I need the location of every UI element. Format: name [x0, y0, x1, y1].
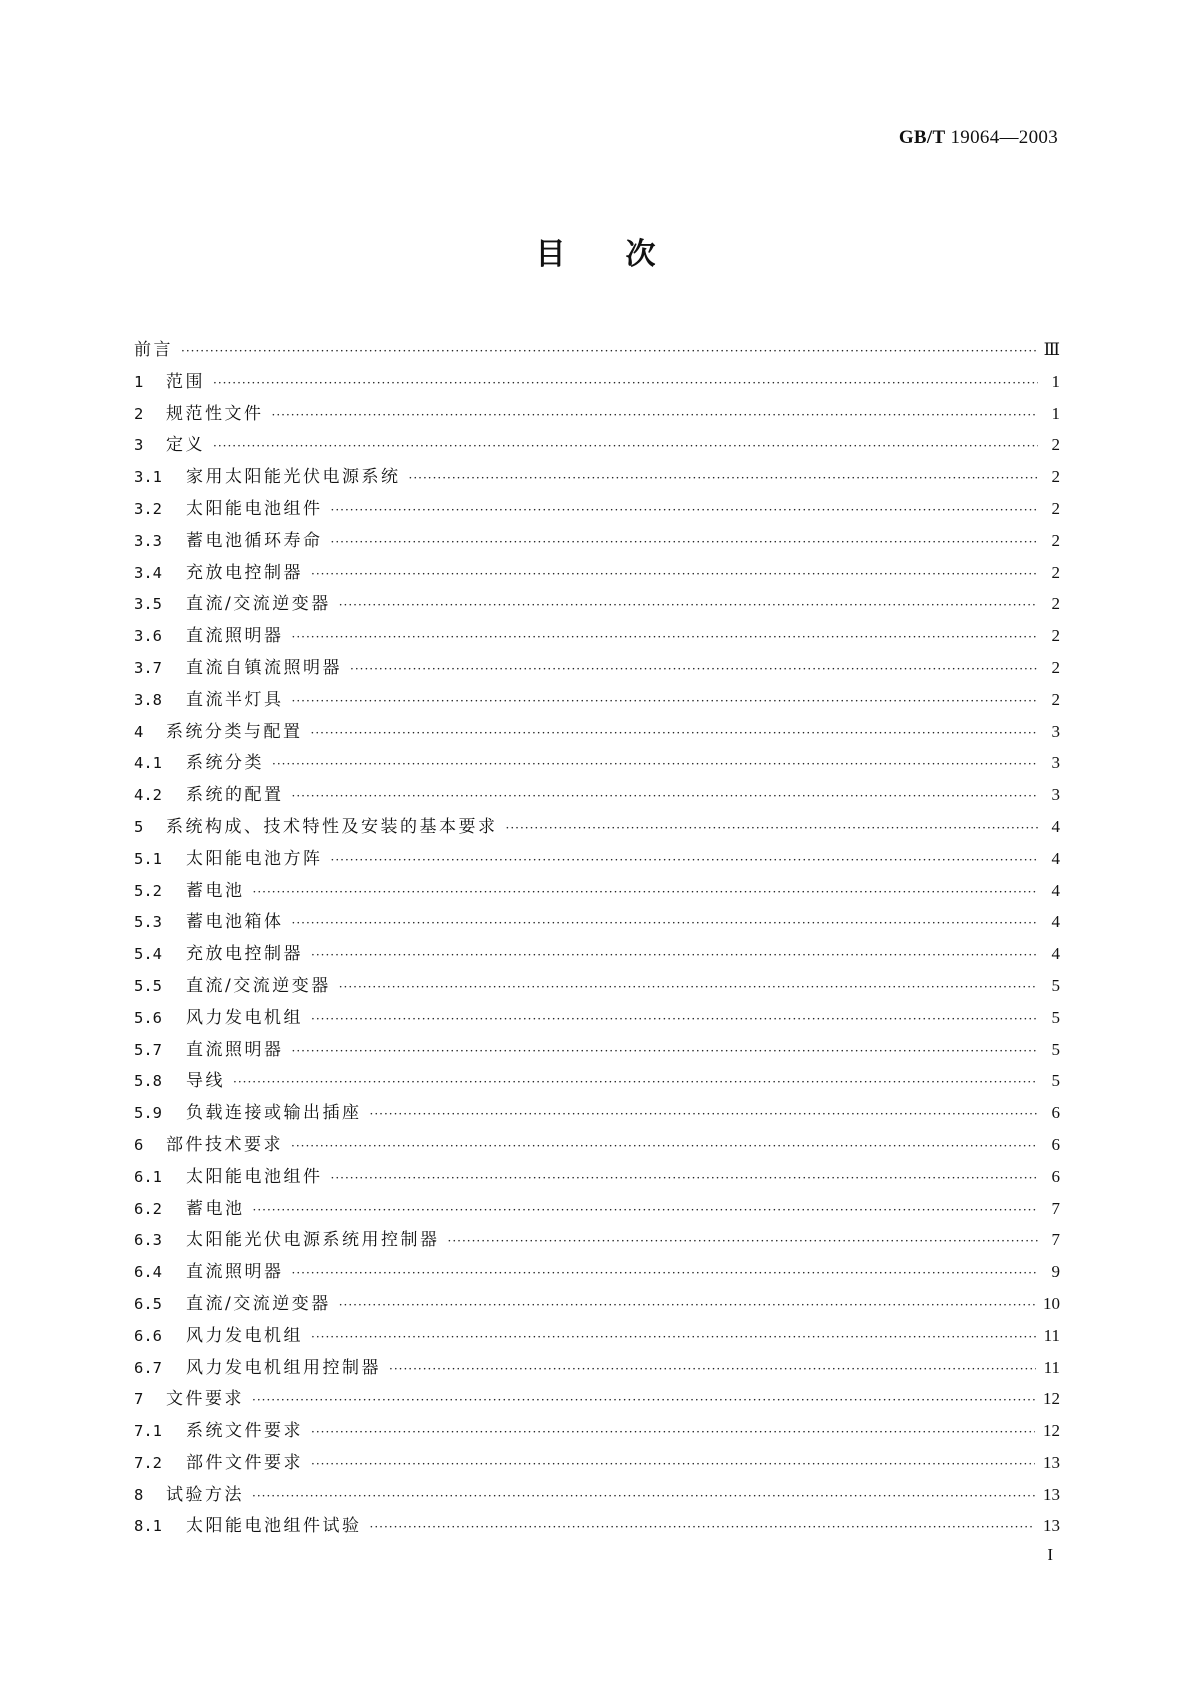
toc-entry-number: 5.8	[134, 1072, 162, 1091]
toc-entry-page: 2	[1051, 435, 1060, 455]
toc-entry-title: 风力发电机组	[186, 1325, 303, 1346]
toc-entry-number: 6	[134, 1135, 144, 1154]
toc-entry-number: 3	[134, 436, 144, 455]
toc-entry-page: 7	[1051, 1198, 1060, 1218]
toc-dot-leader	[292, 908, 1039, 940]
toc-dot-leader	[311, 940, 1038, 972]
toc-dot-leader	[233, 1067, 1038, 1099]
toc-dot-leader	[389, 1354, 1036, 1386]
toc-entry-title: 直流/交流逆变器	[186, 594, 331, 615]
toc-entry[interactable]	[134, 398, 1060, 430]
toc-entry[interactable]	[134, 493, 1060, 525]
toc-dot-leader	[311, 559, 1038, 591]
toc-entry[interactable]	[134, 1034, 1060, 1066]
toc-entry-title: 充放电控制器	[186, 944, 303, 965]
toc-entry-page: 4	[1051, 816, 1060, 836]
toc-entry-number: 3.5	[134, 595, 162, 614]
toc-entry-page: 7	[1051, 1230, 1060, 1250]
toc-entry-page: 2	[1051, 594, 1060, 614]
toc-dot-leader	[311, 1004, 1038, 1036]
toc-dot-leader	[292, 781, 1039, 813]
toc-entry-number: 6.7	[134, 1358, 162, 1377]
toc-entry-title: 太阳能光伏电源系统用控制器	[186, 1230, 440, 1251]
toc-dot-leader	[331, 495, 1039, 527]
toc-entry-number: 4	[134, 722, 144, 741]
toc-dot-leader	[272, 400, 1039, 432]
toc-entry-number: 3.6	[134, 627, 162, 646]
toc-dot-leader	[339, 1290, 1035, 1322]
toc-entry-number: 7.2	[134, 1453, 162, 1472]
toc-entry-number: 4.1	[134, 754, 162, 773]
toc-entry[interactable]	[134, 747, 1060, 779]
toc-entry-title: 直流/交流逆变器	[186, 975, 331, 996]
toc-dot-leader	[292, 1036, 1039, 1068]
toc-entry-title: 太阳能电池组件	[186, 498, 323, 519]
toc-entry-title: 太阳能电池组件试验	[186, 1516, 362, 1537]
toc-dot-leader	[181, 336, 1036, 368]
toc-entry-page: 11	[1043, 1325, 1060, 1345]
toc-entry-number: 3.3	[134, 531, 162, 550]
toc-dot-leader	[448, 1226, 1039, 1258]
toc-entry-title: 部件文件要求	[186, 1452, 303, 1473]
toc-entry-page: 2	[1051, 530, 1060, 550]
toc-entry-page: 12	[1043, 1389, 1060, 1409]
toc-dot-leader	[253, 1195, 1039, 1227]
toc-entry-page: 2	[1051, 498, 1060, 518]
toc-entry[interactable]	[134, 1510, 1060, 1542]
toc-entry-page: 13	[1043, 1452, 1060, 1472]
toc-entry-title: 蓄电池箱体	[186, 912, 284, 933]
toc-entry-title: 导线	[186, 1071, 225, 1092]
toc-entry-page: 2	[1051, 467, 1060, 487]
toc-entry-page: 9	[1051, 1262, 1060, 1282]
toc-dot-leader	[253, 877, 1039, 909]
toc-entry[interactable]	[134, 1415, 1060, 1447]
toc-entry-title: 试验方法	[166, 1484, 244, 1505]
toc-entry-page: 3	[1051, 721, 1060, 741]
toc-entry-title: 直流照明器	[186, 1039, 284, 1060]
toc-entry-title: 系统分类	[186, 753, 264, 774]
toc-entry[interactable]	[134, 557, 1060, 589]
toc-entry[interactable]	[134, 1097, 1060, 1129]
toc-entry-number: 5.5	[134, 976, 162, 995]
toc-entry-number: 3.2	[134, 499, 162, 518]
toc-entry[interactable]	[134, 588, 1060, 620]
toc-entry[interactable]	[134, 779, 1060, 811]
toc-entry-page: 3	[1051, 753, 1060, 773]
page-title: 目次	[535, 237, 716, 272]
toc-entry-title: 规范性文件	[166, 403, 264, 424]
toc-entry-page: 13	[1043, 1484, 1060, 1504]
toc-entry-number: 3.1	[134, 468, 162, 487]
toc-dot-leader	[370, 1512, 1036, 1544]
toc-dot-leader	[311, 1322, 1036, 1354]
toc-entry-title: 系统文件要求	[186, 1421, 303, 1442]
toc-dot-leader	[311, 718, 1039, 750]
toc-dot-leader	[311, 1449, 1035, 1481]
toc-entry-page: 2	[1051, 657, 1060, 677]
toc-entry[interactable]	[134, 429, 1060, 461]
page-number: I	[1047, 1545, 1053, 1564]
toc-entry[interactable]	[134, 875, 1060, 907]
toc-dot-leader	[409, 463, 1039, 495]
toc-entry-page: 2	[1051, 626, 1060, 646]
toc-entry-title: 家用太阳能光伏电源系统	[186, 467, 401, 488]
toc-dot-leader	[252, 1481, 1035, 1513]
toc-entry-title: 太阳能电池组件	[186, 1166, 323, 1187]
toc-entry[interactable]	[134, 716, 1060, 748]
toc-entry-title: 风力发电机组用控制器	[186, 1357, 381, 1378]
toc-entry-number: 3.7	[134, 658, 162, 677]
toc-entry-page: 13	[1043, 1516, 1060, 1536]
toc-entry-number: 3.8	[134, 690, 162, 709]
table-of-contents	[134, 334, 1060, 1542]
toc-entry[interactable]	[134, 1256, 1060, 1288]
toc-dot-leader	[252, 1385, 1035, 1417]
toc-dot-leader	[292, 1258, 1039, 1290]
toc-entry-page: 11	[1043, 1357, 1060, 1377]
toc-entry-number: 5.7	[134, 1040, 162, 1059]
toc-entry-page: 5	[1051, 1071, 1060, 1091]
toc-entry-title: 太阳能电池方阵	[186, 848, 323, 869]
toc-entry-number: 8.1	[134, 1517, 162, 1536]
toc-entry[interactable]	[134, 334, 1060, 366]
toc-entry-title: 直流自镇流照明器	[186, 657, 342, 678]
toc-entry-number: 6.2	[134, 1199, 162, 1218]
toc-entry-number: 4.2	[134, 786, 162, 805]
toc-entry-number: 3.4	[134, 563, 162, 582]
toc-entry[interactable]	[134, 652, 1060, 684]
toc-entry-page: 10	[1043, 1293, 1060, 1313]
toc-entry-title: 蓄电池	[186, 1198, 245, 1219]
toc-entry-number: 5.6	[134, 1008, 162, 1027]
toc-entry-title: 系统的配置	[186, 785, 284, 806]
toc-dot-leader	[331, 1163, 1039, 1195]
toc-dot-leader	[506, 813, 1039, 845]
toc-entry-page: 6	[1051, 1103, 1060, 1123]
toc-entry-page: 4	[1051, 848, 1060, 868]
toc-entry-page: 5	[1051, 1039, 1060, 1059]
toc-entry[interactable]	[134, 938, 1060, 970]
toc-entry-page: 4	[1051, 944, 1060, 964]
toc-entry-number: 5	[134, 817, 144, 836]
toc-entry-page: 2	[1051, 562, 1060, 582]
toc-entry[interactable]	[134, 1002, 1060, 1034]
toc-entry[interactable]	[134, 461, 1060, 493]
toc-entry-page: 4	[1051, 912, 1060, 932]
toc-entry-page: 2	[1051, 689, 1060, 709]
toc-entry[interactable]	[134, 684, 1060, 716]
toc-dot-leader	[291, 1131, 1038, 1163]
toc-entry[interactable]	[134, 811, 1060, 843]
toc-entry-number: 5.1	[134, 849, 162, 868]
toc-dot-leader	[350, 654, 1038, 686]
toc-entry-page: 1	[1051, 371, 1060, 391]
toc-entry-title: 蓄电池	[186, 880, 245, 901]
toc-dot-leader	[370, 1099, 1039, 1131]
toc-entry-title: 前言	[134, 340, 173, 360]
toc-entry[interactable]	[134, 1161, 1060, 1193]
toc-entry-number: 1	[134, 372, 144, 391]
toc-entry[interactable]	[134, 1193, 1060, 1225]
toc-entry-number: 5.3	[134, 913, 162, 932]
toc-entry-number: 7.1	[134, 1422, 162, 1441]
toc-entry[interactable]	[134, 620, 1060, 652]
toc-dot-leader	[331, 527, 1039, 559]
toc-entry-title: 部件技术要求	[166, 1134, 283, 1155]
toc-entry-page: 1	[1051, 403, 1060, 423]
toc-dot-leader	[213, 431, 1038, 463]
toc-entry-number: 6.3	[134, 1231, 162, 1250]
toc-entry-page: 6	[1051, 1166, 1060, 1186]
toc-entry[interactable]	[134, 1352, 1060, 1384]
toc-entry-page: 5	[1051, 1007, 1060, 1027]
toc-entry[interactable]	[134, 1479, 1060, 1511]
toc-entry-number: 8	[134, 1485, 144, 1504]
toc-entry-number: 6.4	[134, 1263, 162, 1282]
toc-entry-title: 文件要求	[166, 1389, 244, 1410]
toc-entry-title: 定义	[166, 435, 205, 456]
toc-entry-number: 5.2	[134, 881, 162, 900]
toc-entry-title: 蓄电池循环寿命	[186, 530, 323, 551]
toc-dot-leader	[331, 845, 1039, 877]
toc-entry-title: 风力发电机组	[186, 1007, 303, 1028]
standard-number: 19064—2003	[950, 127, 1058, 148]
toc-dot-leader	[339, 590, 1038, 622]
toc-dot-leader	[339, 972, 1038, 1004]
toc-dot-leader	[292, 622, 1039, 654]
toc-entry-title: 系统构成、技术特性及安装的基本要求	[166, 816, 498, 837]
toc-entry[interactable]	[134, 1065, 1060, 1097]
toc-entry-number: 6.5	[134, 1294, 162, 1313]
toc-entry-title: 负载连接或输出插座	[186, 1103, 362, 1124]
toc-entry-title: 直流照明器	[186, 626, 284, 647]
toc-entry[interactable]	[134, 1224, 1060, 1256]
toc-entry[interactable]	[134, 970, 1060, 1002]
toc-entry-title: 直流/交流逆变器	[186, 1293, 331, 1314]
toc-entry-title: 范围	[166, 371, 205, 392]
toc-entry-page: 12	[1043, 1421, 1060, 1441]
toc-entry-number: 7	[134, 1390, 144, 1409]
toc-entry[interactable]	[134, 1383, 1060, 1415]
toc-entry[interactable]	[134, 1447, 1060, 1479]
toc-entry-number: 5.4	[134, 945, 162, 964]
toc-entry-page: 6	[1051, 1134, 1060, 1154]
toc-entry-title: 系统分类与配置	[166, 721, 303, 742]
toc-entry[interactable]	[134, 1320, 1060, 1352]
toc-entry-number: 2	[134, 404, 144, 423]
toc-dot-leader	[292, 686, 1039, 718]
toc-entry-page: Ⅲ	[1043, 340, 1060, 359]
toc-entry[interactable]	[134, 906, 1060, 938]
toc-dot-leader	[311, 1417, 1035, 1449]
toc-entry[interactable]	[134, 843, 1060, 875]
standard-prefix: GB/T	[898, 127, 946, 148]
standard-code	[899, 127, 1058, 149]
toc-entry-number: 6.6	[134, 1326, 162, 1345]
toc-entry[interactable]	[134, 1288, 1060, 1320]
toc-entry[interactable]	[134, 1129, 1060, 1161]
toc-entry-number: 5.9	[134, 1104, 162, 1123]
toc-entry-title: 直流照明器	[186, 1262, 284, 1283]
toc-entry[interactable]	[134, 366, 1060, 398]
toc-entry-page: 3	[1051, 785, 1060, 805]
toc-entry-page: 4	[1051, 880, 1060, 900]
toc-dot-leader	[213, 368, 1038, 400]
toc-entry-title: 直流半灯具	[186, 689, 284, 710]
toc-entry-page: 5	[1051, 975, 1060, 995]
toc-dot-leader	[272, 749, 1038, 781]
toc-entry-title: 充放电控制器	[186, 562, 303, 583]
toc-entry[interactable]	[134, 525, 1060, 557]
toc-entry-number: 6.1	[134, 1167, 162, 1186]
